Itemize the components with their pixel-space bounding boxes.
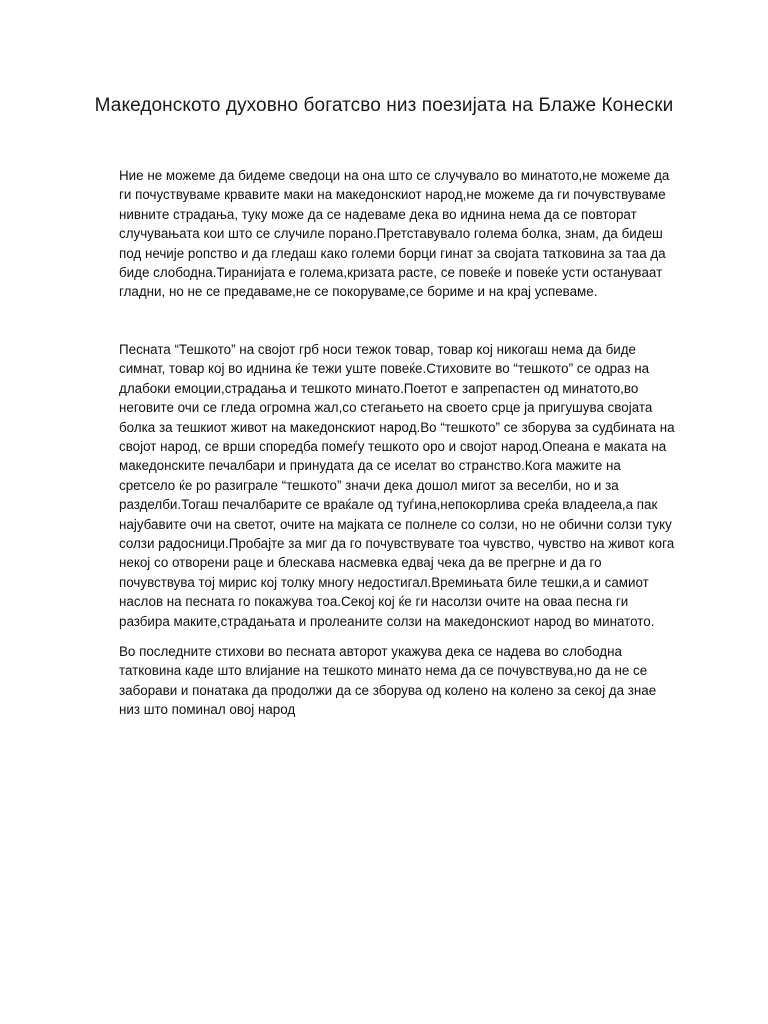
paragraph-teshkoto: Песната “Тешкото” на својот грб носи тежок товар, товар кој никогаш нема да биде симнат, товар кој во иднина ќе тежи уште повеќе.Стиховите во “тешкото” се одраз на длабоки емоции,страдања и тешкото минато.Поетот е запрепастен од минатото,во неговите очи се гледа огромна жал,со стегањето на своето срце ја пригушува својата болка за тешкиот живот на македонскиот народ.Во “тешкото” се зборува за судбината на својот народ, се врши споредба помеѓу тешкото оро и својот народ.Опеана е маката на македонските печалбари и принудата да се иселат во странство.Кога мажите на сретсело ќе ро разиграле “тешкото” значи дека дошол мигот за веселби, но и за разделби.Тогаш печалбарите се враќале од туѓина,непокорлива среќа владеела,а пак најубавите очи на светот, очите на мајката се полнеле со солзи, но не обични солзи туку солзи радосници.Пробајте за миг да го почувствувате тоа чувство, чувство на живот кога некој со отворени раце и блескава насмевка едвај чека да ве прегрне и да го почувствува тој мирис кој толку многу недостигал.Времињата биле тешки,а и самиот наслов на песната го покажува тоа.Секој кој ќе ги насолзи очите на оваа песна ги разбира маките,страдањата и пролеаните солзи на македонскиот народ во минатото.	[119, 342, 675, 629]
paragraph-conclusion: Во последните стихови во песната авторот укажува дека се надева во слободна татковина каде што влијание на тешкото минато нема да се почувствува,но да не се заборави и понатака да продолжи да се зборува од колено на колено за секој да знае низ што поминал овој народ	[119, 644, 657, 718]
paragraph-intro: Ние не можеме да бидеме сведоци на она што се случувало во минатото,не можеме да ги почуствуваме крвавите маки на македонскиот народ,не можеме да ги почувствуваме нивните страдања, туку може да се надеваме дека во иднина нема да се повторат случувањата кои што се случиле порано.Претставувало голема болка, знам, да бидеш под нечије ропство и да гледаш како големи борци гинат за својата татковина за таа да биде слободна.Тиранијата е голема,кризата расте, се повеќе и повеќе усти останувaат гладни, но не се предаваме,не се покоруваме,се бориме и на крај успеваме.	[119, 168, 670, 300]
document-title: Македонското духовно богатсво низ поезијата на Блаже Конески	[94, 95, 674, 116]
